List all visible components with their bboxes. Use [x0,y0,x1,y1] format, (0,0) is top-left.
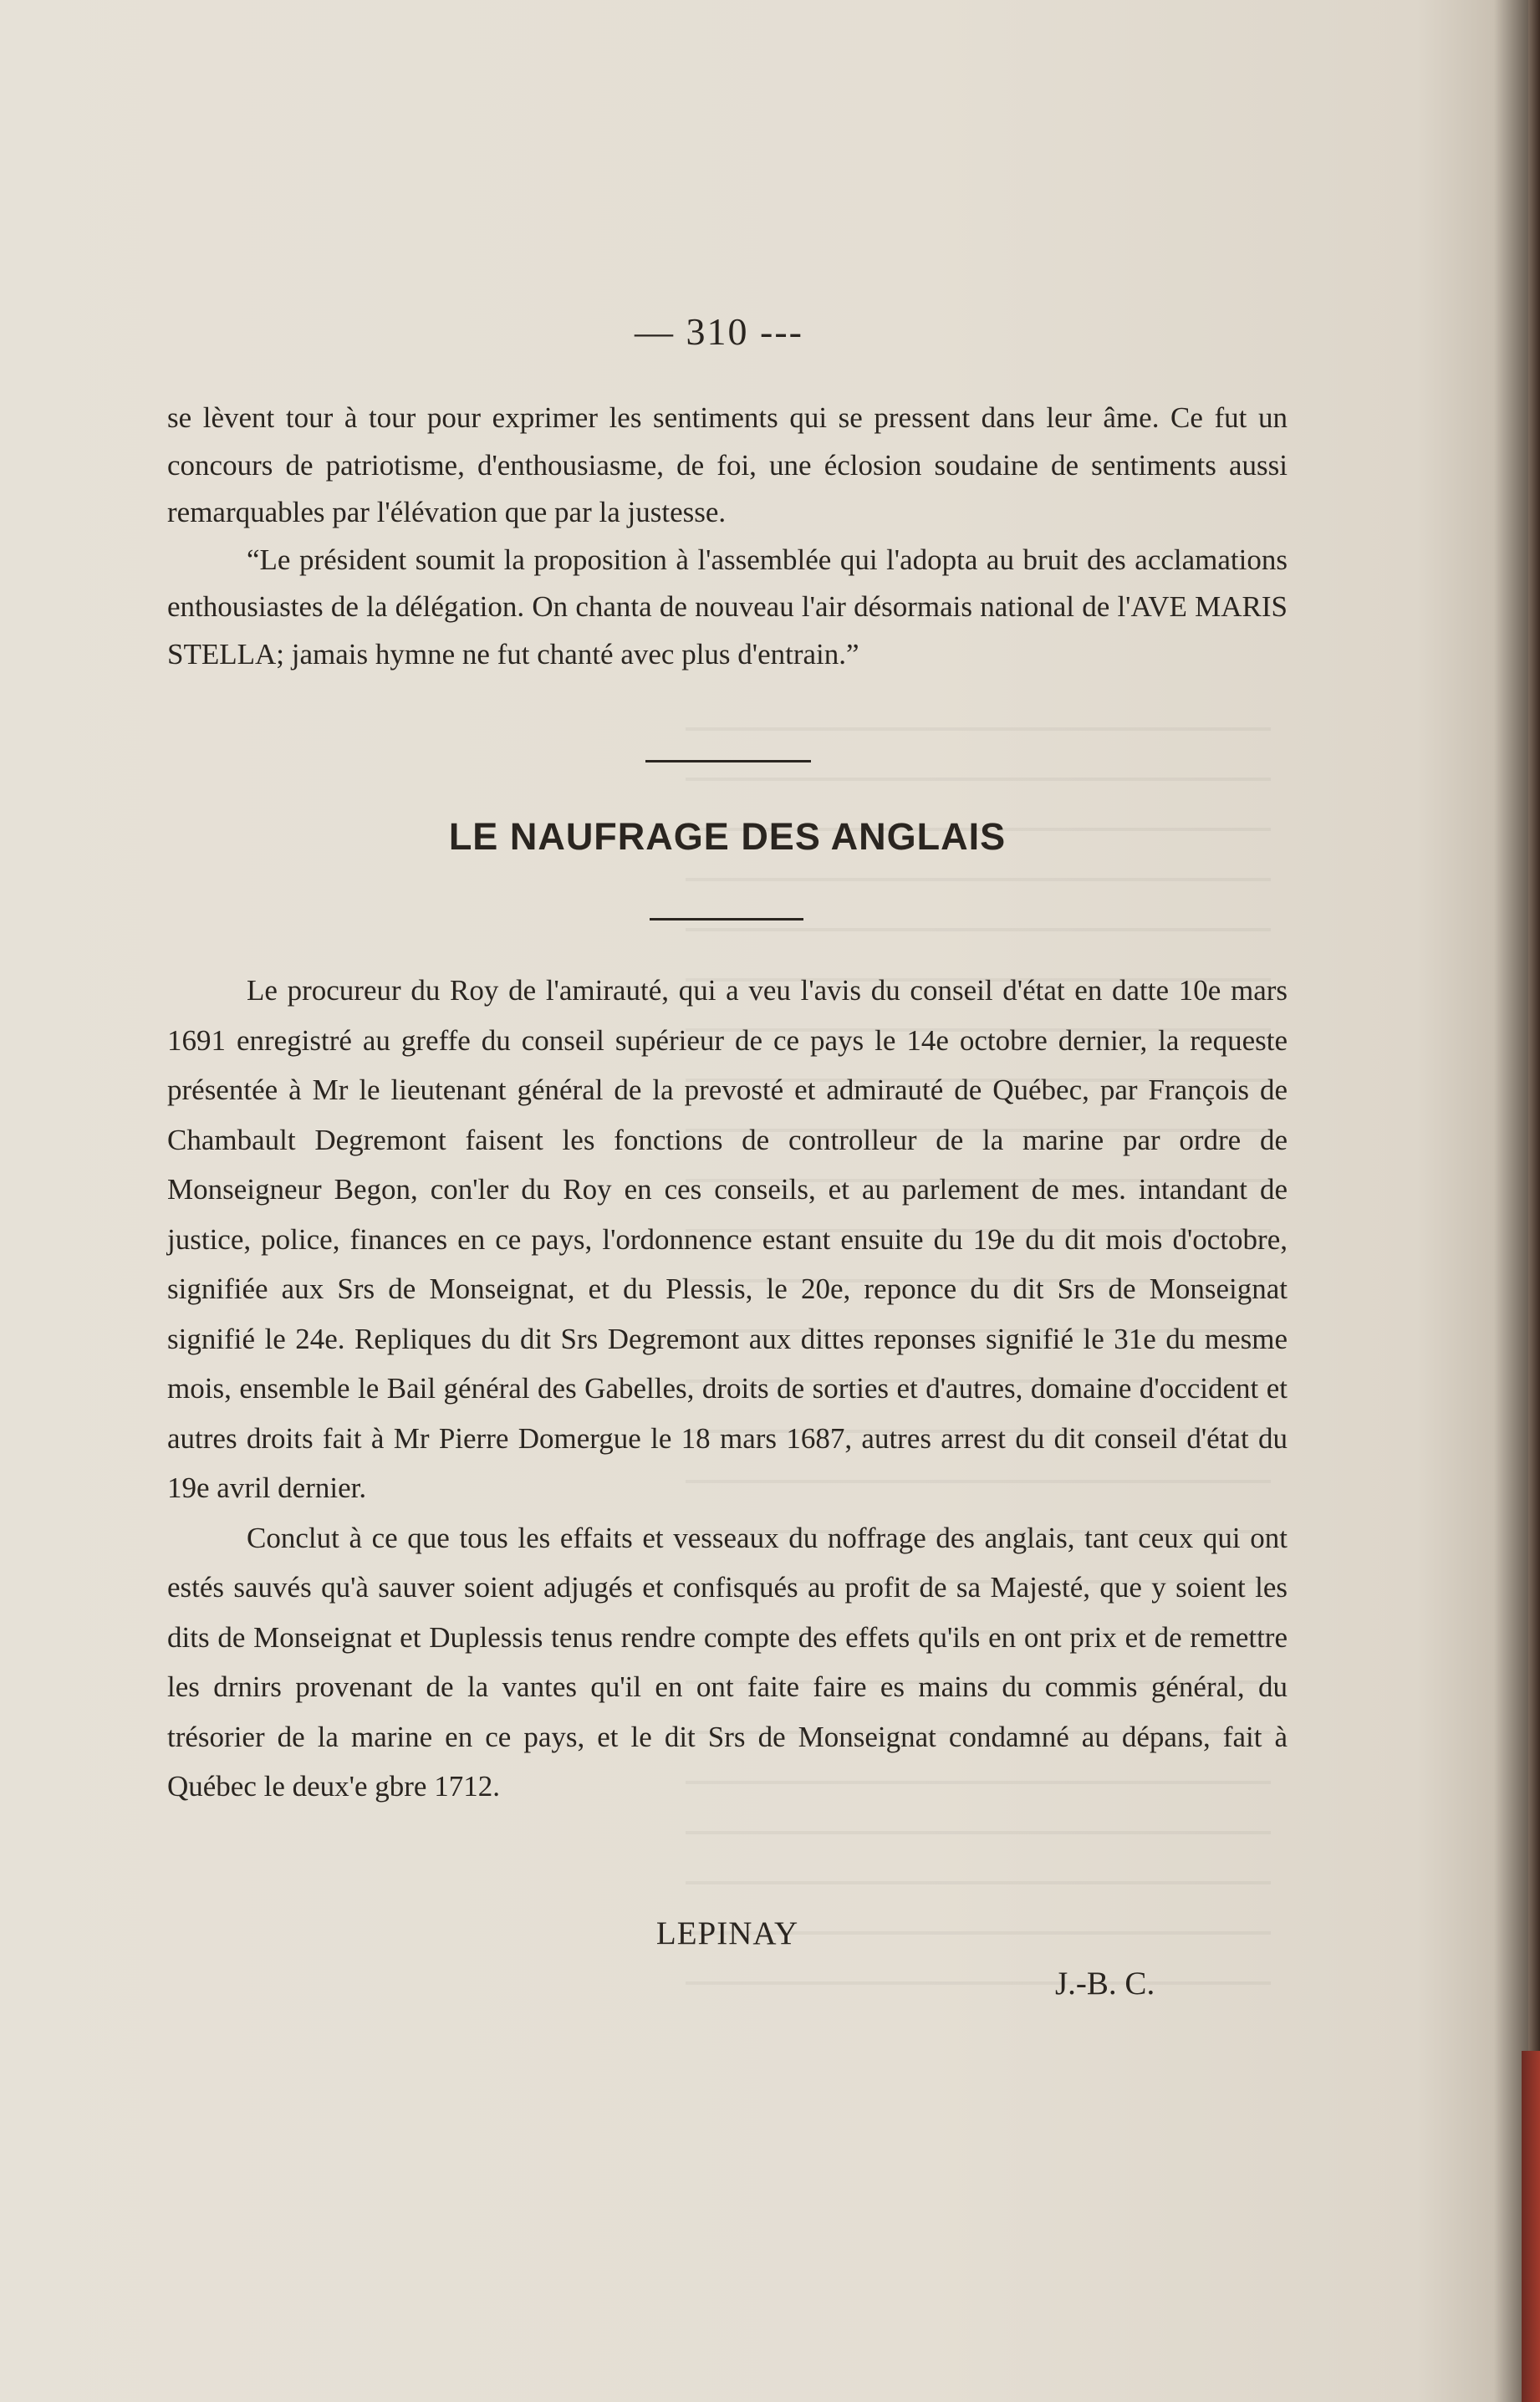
book-spine-edge [1528,0,1540,2402]
divider-bottom [650,918,803,921]
article-body [167,966,1288,1812]
quote-paragraph: “Le président soumit la proposition à l'assemblée qui l'adopta au bruit des acclamations enthousiastes de la délégation. On chanta de nouveau l'air désormais national de l'AVE MARIS STELLA; jamais hymne ne fut chanté avec plus d'entrain.” [167,543,1288,671]
page-number: — 310 --- [635,310,803,353]
intro-text [167,395,1288,678]
signature: LEPINAY [655,1915,799,1951]
body-paragraph: Le procureur du Roy de l'amirauté, qui a veu l'avis du conseil d'état en datte 10e mars 1691 enregistré au greffe du conseil supérieur de ce pays le 14e octobre dernier, la requeste présentée à Mr le lieutenant général de la prevosté et admirauté de Québec, par François de Chambault Degremont faisent les fonctions de controlleur de la marine par ordre de Monseigneur Begon, con'ler du Roy en ces conseils, et au parlement de mes. intandant de justice, police, finances en ce pays, l'ordonnence estant ensuite du 19e du dit mois d'octobre, signifiée aux Srs de Monseignat, et du Plessis, le 20e, reponce du dit Srs de Monseignat signifié le 24e. Repliques du dit Srs Degremont aux dittes reponses signifié le 31e du mesme mois, ensemble le Bail général des Gabelles, droits de sorties et d'autres, domaine d'occident et autres droits fait à Mr Pierre Domergue le 18 mars 1687, autres arrest du dit conseil d'état du 19e avril dernier. [167,974,1288,1504]
body-paragraph: Conclut à ce que tous les effaits et vesseaux du noffrage des anglais, tant ceux qui ont estés sauvés qu'à sauver soient adjugés et confisqués au profit de sa Majesté, que y soient les dits de Monseignat et Duplessis tenus rendre compte des effets qu'ils en ont prix et de remettre les drnirs provenant de la vantes qu'il en ont faite faire es mains du commis général, du trésorier de la marine en ce pays, et le dit Srs de Monseignat condamné au dépans, fait à Québec le deux'e gbre 1712. [167,1521,1288,1803]
divider-top [645,760,811,762]
article-heading: LE NAUFRAGE DES ANGLAIS [448,815,1007,858]
book-cover-edge [1522,2051,1540,2402]
author-initials: J.-B. C. [1055,1966,1155,2002]
intro-paragraph: se lèvent tour à tour pour exprimer les sentiments qui se pressent dans leur âme. Ce fut un concours de patriotisme, d'enthousiasme, de foi, une éclosion soudaine de sentiments aussi remarquables par l'élévation que par la justesse. [167,401,1288,528]
